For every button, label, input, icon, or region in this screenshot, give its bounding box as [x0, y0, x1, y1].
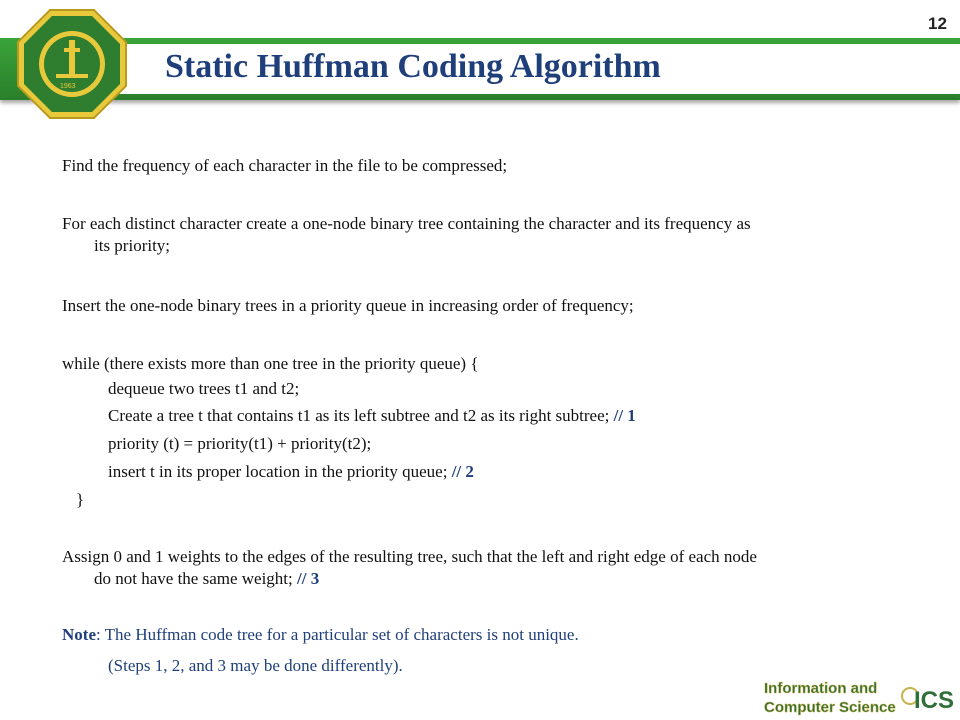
comment-1: // 1 [613, 406, 636, 425]
loop-create-tree [108, 405, 636, 427]
step-find-frequency: Find the frequency of each character in the file to be compressed; [62, 156, 508, 175]
step-assign-weights: Assign 0 and 1 weights to the edges of the resulting tree, such that the left and right edge of each node [62, 547, 757, 566]
slide-title: Static Huffman Coding Algorithm [165, 48, 661, 85]
assign-weights-text: do not have the same weight; [94, 569, 293, 588]
university-logo [16, 8, 128, 120]
step-insert-queue: Insert the one-node binary trees in a priority queue in increasing order of frequency; [62, 296, 634, 315]
logo-year: 1963 [60, 83, 76, 90]
while-loop-close: } [76, 490, 85, 509]
note-text: : The Huffman code tree for a particular set of characters is not unique. [95, 625, 579, 644]
ics-logo-abbr: ICS [914, 687, 955, 714]
step-assign-weights-cont [94, 568, 319, 590]
while-loop-header: while (there exists more than one tree in the priority queue) { [62, 354, 479, 373]
slide-number: 12 [928, 14, 947, 33]
step-create-trees: For each distinct character create a one-node binary tree containing the character and its frequency as [62, 214, 751, 233]
loop-dequeue: dequeue two trees t1 and t2; [108, 379, 300, 398]
ics-logo-line2: Computer Science [764, 699, 896, 716]
step-create-trees-cont: its priority; [94, 236, 171, 255]
ics-logo-line1: Information and [764, 680, 878, 697]
loop-insert-text: insert t in its proper location in the priority queue; [108, 462, 448, 481]
loop-create-tree-text: Create a tree t that contains t1 as its left subtree and t2 as its right subtree; [108, 406, 610, 425]
loop-insert [108, 461, 474, 483]
note-label: Note [62, 625, 96, 644]
ics-logo [760, 674, 956, 718]
note-line [62, 624, 579, 646]
comment-3: // 3 [297, 569, 320, 588]
note-sub: (Steps 1, 2, and 3 may be done differently). [108, 656, 403, 675]
loop-priority: priority (t) = priority(t1) + priority(t2); [108, 434, 372, 453]
comment-2: // 2 [451, 462, 474, 481]
